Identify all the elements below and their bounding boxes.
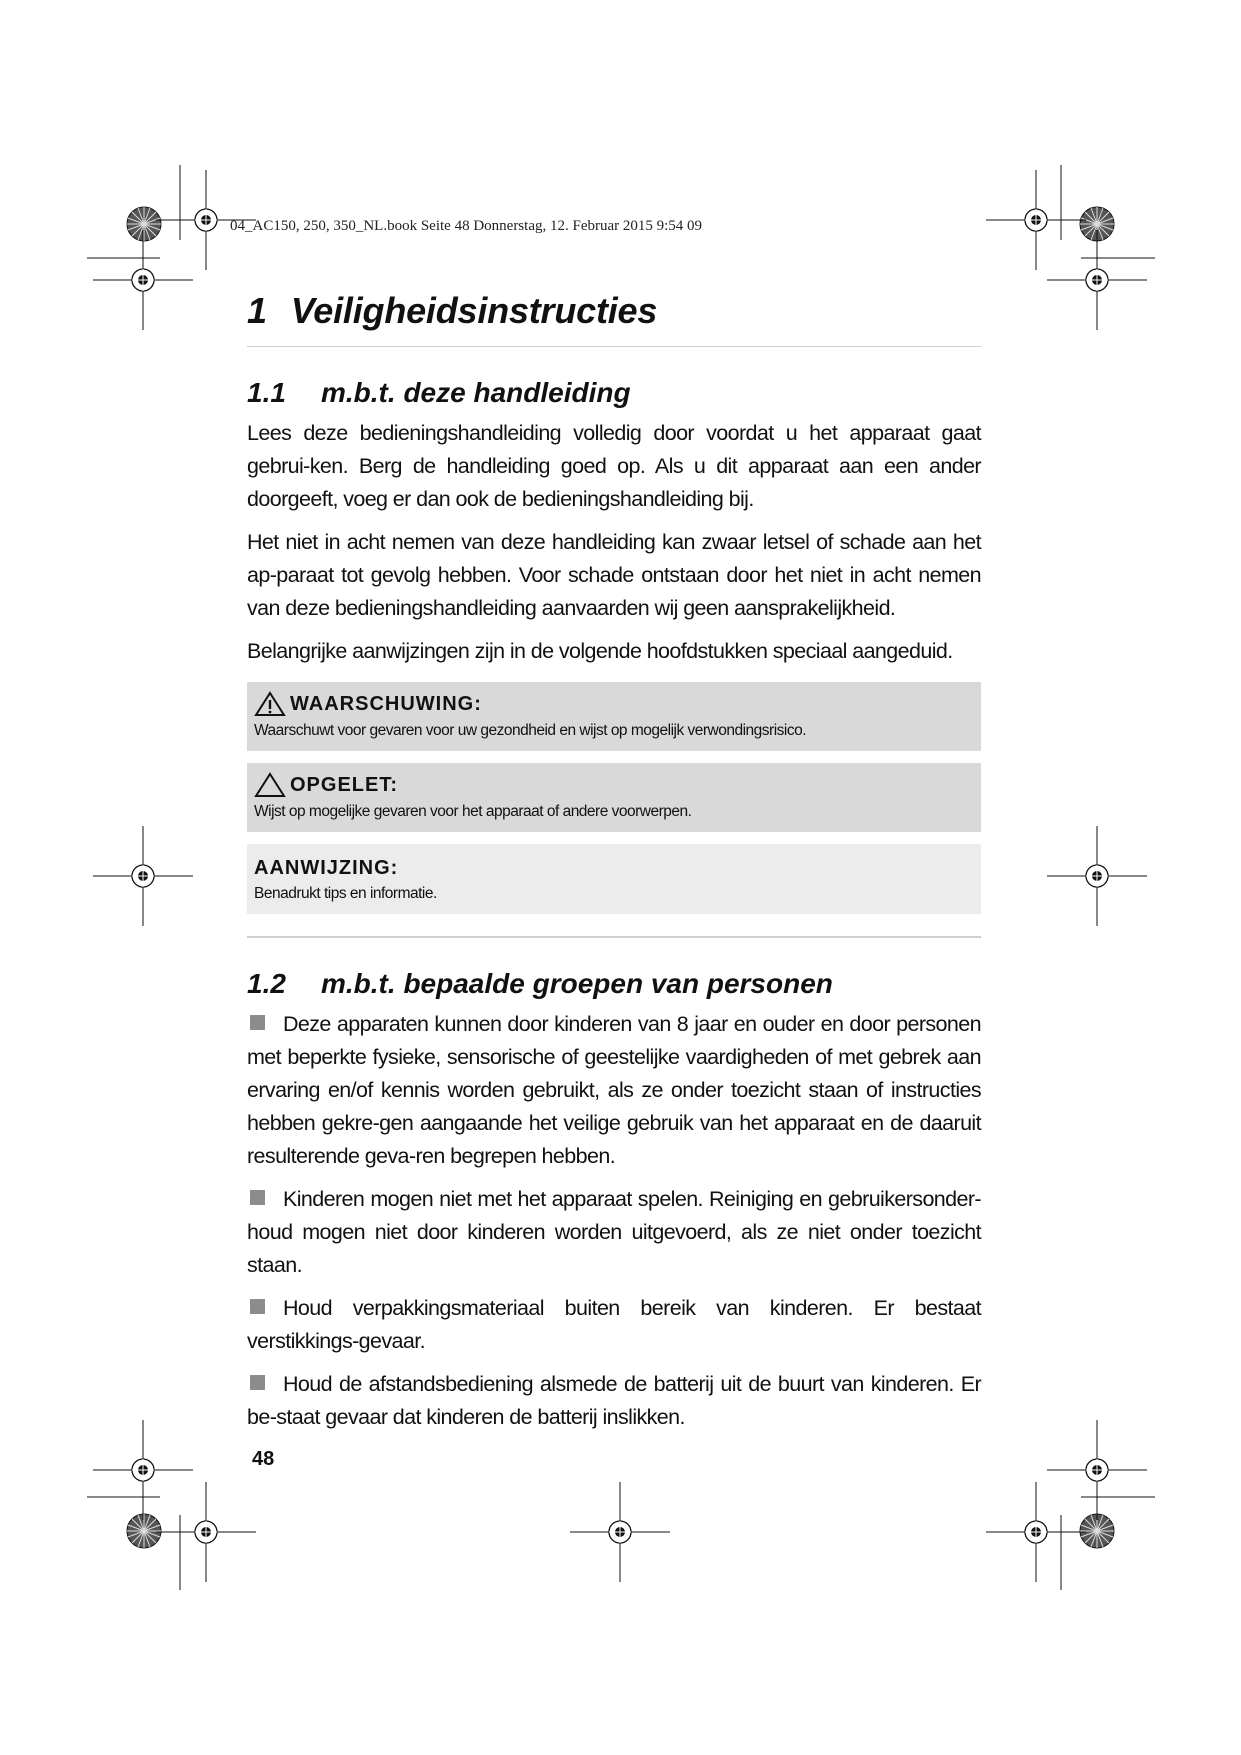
chapter-heading [247, 290, 981, 347]
list-item: Kinderen mogen niet met het apparaat spelen. Reiniging en gebruikersonder-houd mogen niet door kinderen worden uitgevoerd, als ze niet onder toezicht staan. [247, 1187, 981, 1277]
section-title: m.b.t. deze handleiding [321, 377, 631, 408]
paragraph: Lees deze bedieningshandleiding volledig door voordat u het apparaat gaat gebrui-ken. Berg de handleiding goed op. Als u dit apparaat aan een ander doorgeeft, voeg er dan ook de bedieningshandleiding bij. [247, 421, 981, 511]
bullet-list [247, 1008, 981, 1434]
section-heading-1-1 [247, 377, 981, 409]
page-content [247, 290, 981, 1444]
section-number: 1.2 [247, 968, 286, 999]
list-item: Houd de afstandsbediening alsmede de batterij uit de buurt van kinderen. Er be-staat gevaar dat kinderen de batterij inslikken. [247, 1372, 981, 1429]
warning-notice [247, 682, 981, 751]
section-divider [247, 936, 981, 938]
section-number: 1.1 [247, 377, 286, 408]
square-bullet-icon [250, 1375, 265, 1390]
section-heading-1-2 [247, 968, 981, 1000]
notice-title: WAARSCHUWING: [290, 692, 482, 715]
section-title: m.b.t. bepaalde groepen van personen [321, 968, 833, 999]
notice-text: Waarschuwt voor gevaren voor uw gezondheid en wijst op mogelijk verwondingsrisico. [254, 722, 807, 739]
notice-text: Wijst op mogelijke gevaren voor het apparaat of andere voorwerpen. [254, 803, 692, 820]
caution-triangle-icon [254, 772, 286, 798]
caution-notice [247, 763, 981, 832]
list-item: Deze apparaten kunnen door kinderen van 8 jaar en ouder en door personen met beperkte fysieke, sensorische of geestelijke vaardigheden of met gebrek aan ervaring en/of kennis worden gebruikt, als ze onder toezicht staan of instructies hebben gekre-gen aangaande het veilige gebruik van het apparaat en de daaruit resulterende geva-ren begrepen hebben. [247, 1012, 981, 1168]
print-header: 04_AC150, 250, 350_NL.book Seite 48 Donnerstag, 12. Februar 2015 9:54 09 [230, 218, 703, 234]
square-bullet-icon [250, 1299, 265, 1314]
info-notice [247, 844, 981, 914]
paragraph: Belangrijke aanwijzingen zijn in de volgende hoofdstukken speciaal aangeduid. [247, 639, 953, 663]
notice-title: OPGELET: [290, 773, 399, 796]
warning-triangle-icon [254, 691, 286, 717]
square-bullet-icon [250, 1190, 265, 1205]
list-item: Houd verpakkingsmateriaal buiten bereik van kinderen. Er bestaat verstikkings-gevaar. [247, 1296, 981, 1353]
notice-text: Benadrukt tips en informatie. [254, 885, 437, 902]
chapter-title: Veiligheidsinstructies [290, 290, 658, 331]
chapter-number: 1 [247, 290, 267, 331]
notice-title: AANWIJZING: [254, 857, 399, 879]
paragraph: Het niet in acht nemen van deze handleiding kan zwaar letsel of schade aan het ap-paraat tot gevolg hebben. Voor schade ontstaan door het niet in acht nemen van deze bedieningshandleiding aanvaarden wij geen aansprakelijkheid. [247, 530, 981, 620]
square-bullet-icon [250, 1015, 265, 1030]
page-number: 48 [252, 1448, 275, 1470]
